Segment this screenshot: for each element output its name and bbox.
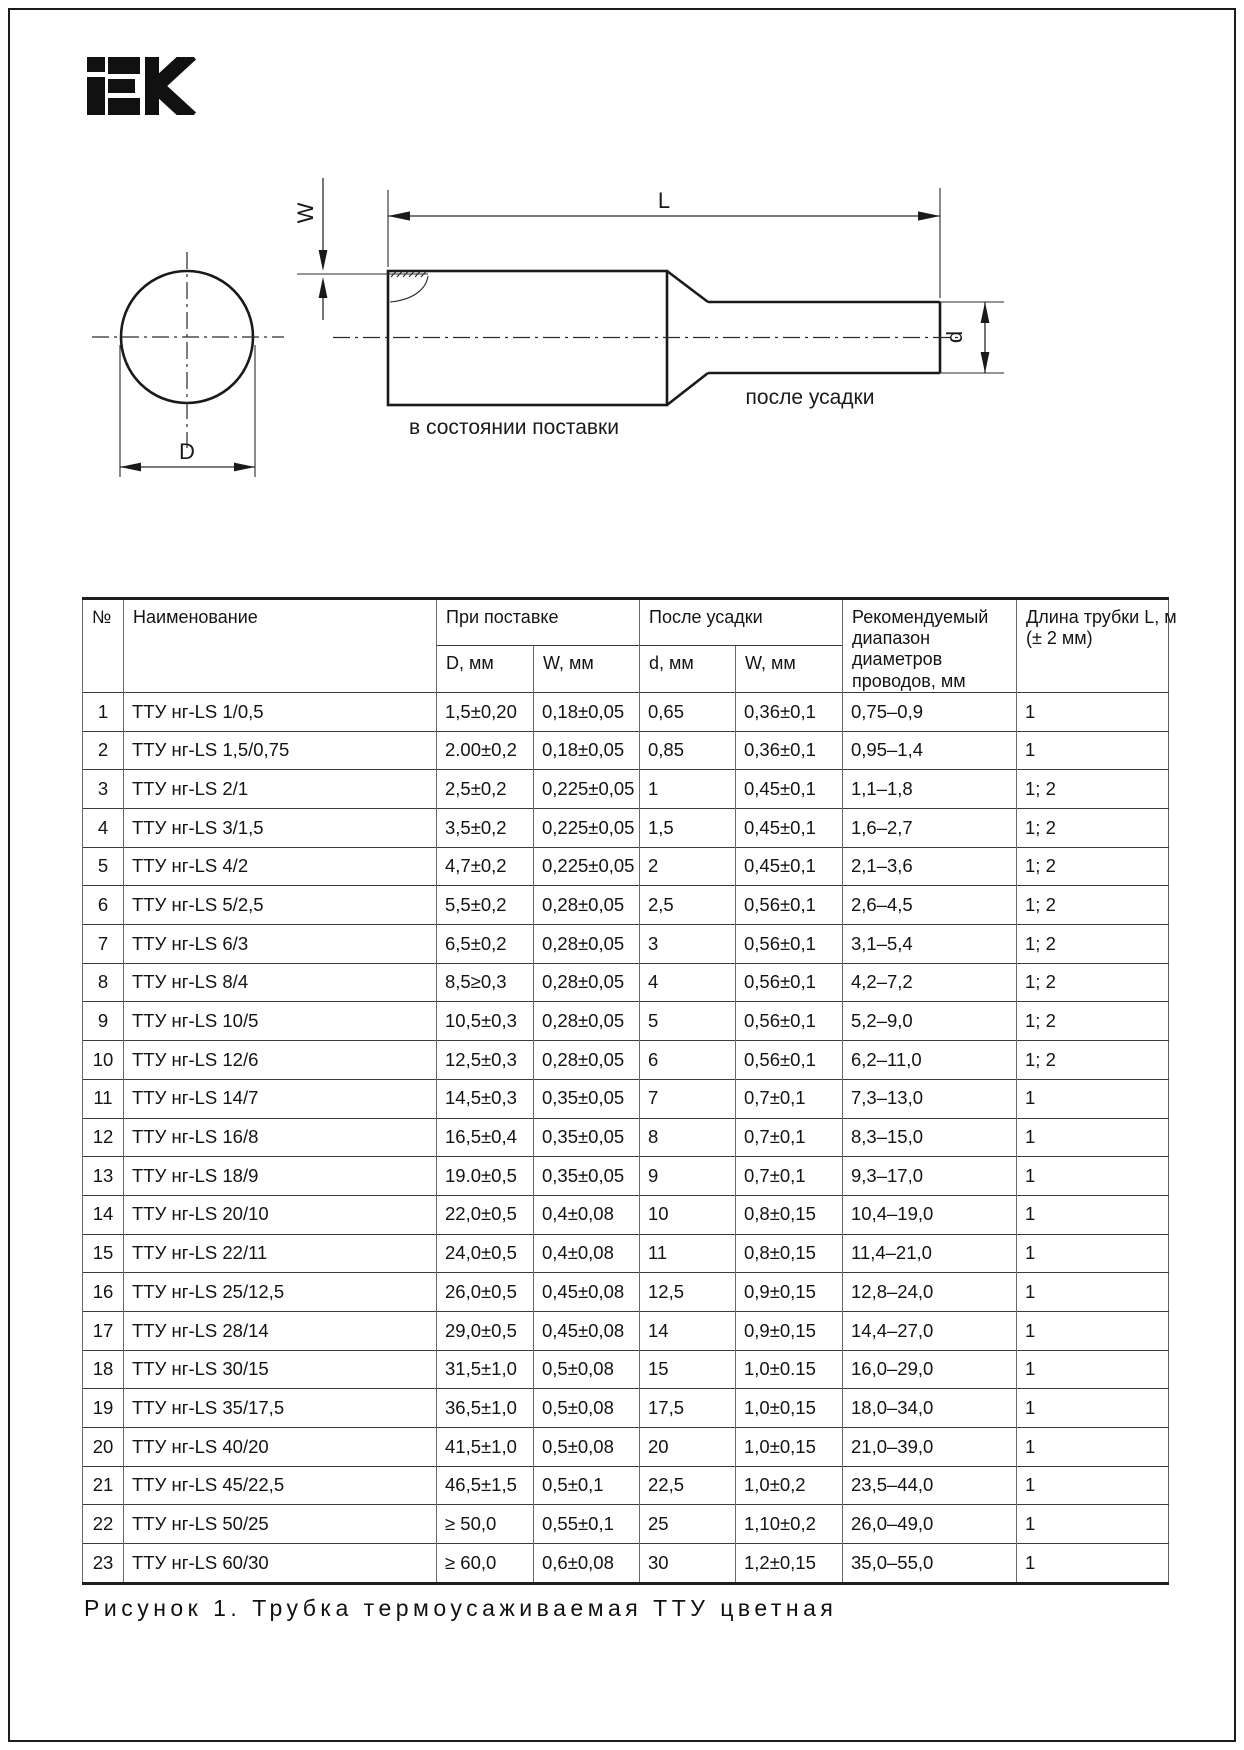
- cell-supplied-w: 0,18±0,05: [534, 692, 640, 731]
- cell-supplied-w: 0,28±0,05: [534, 1041, 640, 1080]
- dim-L: [388, 188, 940, 298]
- spec-table-header: [83, 599, 1177, 693]
- cell-name: ТТУ нг-LS 10/5: [124, 1002, 437, 1041]
- cell-length: 1: [1017, 1428, 1169, 1467]
- cell-wire-range: 2,6–4,5: [843, 886, 1017, 925]
- cell-name: ТТУ нг-LS 22/11: [124, 1234, 437, 1273]
- cell-shrunk-d: 0,65: [640, 692, 736, 731]
- cell-wire-range: 10,4–19,0: [843, 1195, 1017, 1234]
- logo-k: [152, 57, 191, 115]
- cell-shrunk-d: 0,85: [640, 731, 736, 770]
- cell-wire-range: 18,0–34,0: [843, 1389, 1017, 1428]
- cell-supplied-w: 0,6±0,08: [534, 1544, 640, 1584]
- table-row: [83, 731, 1169, 770]
- col-header-W-supplied: W, мм: [534, 645, 640, 692]
- cell-supplied-d: 14,5±0,3: [437, 1079, 534, 1118]
- cell-shrunk-w: 0,56±0,1: [736, 1041, 843, 1080]
- table-row: [83, 1079, 1169, 1118]
- cell-num: 23: [83, 1544, 124, 1584]
- logo-i-stem: [87, 77, 105, 115]
- spec-table-body: [83, 692, 1169, 1583]
- cell-supplied-w: 0,4±0,08: [534, 1234, 640, 1273]
- cell-shrunk-d: 8: [640, 1118, 736, 1157]
- cell-num: 18: [83, 1350, 124, 1389]
- cell-shrunk-w: 0,8±0,15: [736, 1195, 843, 1234]
- col-header-supplied: При поставке: [437, 599, 640, 646]
- col-header-length: [1017, 599, 1177, 693]
- cell-wire-range: 4,2–7,2: [843, 963, 1017, 1002]
- cell-length: 1: [1017, 1079, 1169, 1118]
- cell-name: ТТУ нг-LS 60/30: [124, 1544, 437, 1584]
- cell-supplied-d: 4,7±0,2: [437, 847, 534, 886]
- col-header-W-shrunk: W, мм: [736, 645, 843, 692]
- cell-supplied-d: 10,5±0,3: [437, 1002, 534, 1041]
- cell-wire-range: 0,75–0,9: [843, 692, 1017, 731]
- cell-length: 1: [1017, 1273, 1169, 1312]
- label-W: W: [293, 202, 318, 224]
- cell-length: 1: [1017, 1234, 1169, 1273]
- cell-shrunk-d: 1: [640, 770, 736, 809]
- cell-length: 1: [1017, 1350, 1169, 1389]
- cell-name: ТТУ нг-LS 14/7: [124, 1079, 437, 1118]
- cell-num: 22: [83, 1505, 124, 1544]
- cell-supplied-d: 26,0±0,5: [437, 1273, 534, 1312]
- table-row: [83, 770, 1169, 809]
- cell-length: 1; 2: [1017, 963, 1169, 1002]
- cell-num: 7: [83, 925, 124, 964]
- cell-length: 1; 2: [1017, 925, 1169, 964]
- cell-name: ТТУ нг-LS 30/15: [124, 1350, 437, 1389]
- cell-shrunk-d: 10: [640, 1195, 736, 1234]
- cell-num: 1: [83, 692, 124, 731]
- cell-supplied-w: 0,18±0,05: [534, 731, 640, 770]
- cell-name: ТТУ нг-LS 1/0,5: [124, 692, 437, 731]
- label-d: d: [942, 330, 967, 344]
- table-row: [83, 1544, 1169, 1584]
- table-row: [83, 1118, 1169, 1157]
- cell-name: ТТУ нг-LS 3/1,5: [124, 809, 437, 848]
- cell-supplied-d: ≥ 50,0: [437, 1505, 534, 1544]
- cell-shrunk-w: 0,9±0,15: [736, 1273, 843, 1312]
- logo-e-mid-bar: [108, 79, 135, 93]
- cell-name: ТТУ нг-LS 12/6: [124, 1041, 437, 1080]
- cell-shrunk-d: 20: [640, 1428, 736, 1467]
- cell-num: 3: [83, 770, 124, 809]
- table-row: [83, 809, 1169, 848]
- col-header-wire-range: Рекомендуемый диапазон диаметров проводов, мм: [843, 599, 1017, 693]
- cell-shrunk-d: 2: [640, 847, 736, 886]
- cell-wire-range: 23,5–44,0: [843, 1466, 1017, 1505]
- table-row: [83, 1195, 1169, 1234]
- table-row: [83, 1002, 1169, 1041]
- cell-num: 10: [83, 1041, 124, 1080]
- cell-supplied-d: 6,5±0,2: [437, 925, 534, 964]
- cell-shrunk-w: 1,0±0.15: [736, 1350, 843, 1389]
- cell-name: ТТУ нг-LS 8/4: [124, 963, 437, 1002]
- cell-name: ТТУ нг-LS 40/20: [124, 1428, 437, 1467]
- cell-shrunk-d: 17,5: [640, 1389, 736, 1428]
- table-row: [83, 1466, 1169, 1505]
- table-row: [83, 1311, 1169, 1350]
- cell-num: 11: [83, 1079, 124, 1118]
- col-header-shrunk: После усадки: [640, 599, 843, 646]
- cell-name: ТТУ нг-LS 45/22,5: [124, 1466, 437, 1505]
- cell-shrunk-d: 22,5: [640, 1466, 736, 1505]
- cell-length: 1: [1017, 1544, 1169, 1584]
- cell-length: 1: [1017, 692, 1169, 731]
- table-row: [83, 1041, 1169, 1080]
- cell-length: 1; 2: [1017, 847, 1169, 886]
- cell-shrunk-d: 6: [640, 1041, 736, 1080]
- cell-wire-range: 14,4–27,0: [843, 1311, 1017, 1350]
- cell-num: 2: [83, 731, 124, 770]
- cell-supplied-w: 0,35±0,05: [534, 1157, 640, 1196]
- cell-wire-range: 21,0–39,0: [843, 1428, 1017, 1467]
- cell-shrunk-d: 12,5: [640, 1273, 736, 1312]
- cell-supplied-d: 19.0±0,5: [437, 1157, 534, 1196]
- table-row: [83, 886, 1169, 925]
- cell-length: 1: [1017, 1118, 1169, 1157]
- cell-supplied-d: 36,5±1,0: [437, 1389, 534, 1428]
- cell-wire-range: 11,4–21,0: [843, 1234, 1017, 1273]
- cell-length: 1; 2: [1017, 1041, 1169, 1080]
- cell-num: 19: [83, 1389, 124, 1428]
- cell-name: ТТУ нг-LS 2/1: [124, 770, 437, 809]
- col-header-length-line1: Длина трубки L, м: [1026, 607, 1177, 627]
- cell-wire-range: 16,0–29,0: [843, 1350, 1017, 1389]
- cell-supplied-d: 46,5±1,5: [437, 1466, 534, 1505]
- cell-supplied-d: 8,5≥0,3: [437, 963, 534, 1002]
- cell-supplied-w: 0,5±0,08: [534, 1350, 640, 1389]
- cell-supplied-w: 0,28±0,05: [534, 925, 640, 964]
- cell-num: 8: [83, 963, 124, 1002]
- cell-length: 1; 2: [1017, 886, 1169, 925]
- wall-cutaway-hatch: [297, 272, 428, 303]
- label-state-supplied: в состоянии поставки: [409, 416, 619, 439]
- cell-wire-range: 6,2–11,0: [843, 1041, 1017, 1080]
- table-row: [83, 1428, 1169, 1467]
- cell-shrunk-w: 0,7±0,1: [736, 1079, 843, 1118]
- logo-e-top-bar: [108, 57, 140, 74]
- table-row: [83, 1505, 1169, 1544]
- cell-num: 4: [83, 809, 124, 848]
- cell-name: ТТУ нг-LS 18/9: [124, 1157, 437, 1196]
- cell-wire-range: 5,2–9,0: [843, 1002, 1017, 1041]
- figure-caption: Рисунок 1. Трубка термоусаживаемая ТТУ цветная: [84, 1595, 838, 1621]
- col-header-num: №: [83, 599, 124, 693]
- cell-supplied-d: 24,0±0,5: [437, 1234, 534, 1273]
- cell-supplied-w: 0,55±0,1: [534, 1505, 640, 1544]
- cell-shrunk-w: 0,8±0,15: [736, 1234, 843, 1273]
- cell-supplied-d: 31,5±1,0: [437, 1350, 534, 1389]
- cell-num: 21: [83, 1466, 124, 1505]
- cell-num: 20: [83, 1428, 124, 1467]
- cell-shrunk-w: 0,36±0,1: [736, 692, 843, 731]
- cell-length: 1; 2: [1017, 770, 1169, 809]
- cell-shrunk-w: 1,2±0,15: [736, 1544, 843, 1584]
- cell-length: 1: [1017, 1311, 1169, 1350]
- cell-shrunk-d: 9: [640, 1157, 736, 1196]
- cell-wire-range: 35,0–55,0: [843, 1544, 1017, 1584]
- table-row: [83, 1157, 1169, 1196]
- cell-name: ТТУ нг-LS 50/25: [124, 1505, 437, 1544]
- cell-supplied-d: 41,5±1,0: [437, 1428, 534, 1467]
- cell-length: 1: [1017, 1466, 1169, 1505]
- cell-shrunk-w: 0,56±0,1: [736, 886, 843, 925]
- col-header-d-shrunk: d, мм: [640, 645, 736, 692]
- cell-supplied-d: 16,5±0,4: [437, 1118, 534, 1157]
- cell-length: 1: [1017, 1505, 1169, 1544]
- cell-num: 14: [83, 1195, 124, 1234]
- cell-length: 1: [1017, 1195, 1169, 1234]
- cell-shrunk-w: 0,9±0,15: [736, 1311, 843, 1350]
- cell-supplied-w: 0,225±0,05: [534, 847, 640, 886]
- cell-shrunk-d: 30: [640, 1544, 736, 1584]
- cell-name: ТТУ нг-LS 16/8: [124, 1118, 437, 1157]
- cell-shrunk-w: 1,0±0,15: [736, 1428, 843, 1467]
- cell-supplied-w: 0,28±0,05: [534, 963, 640, 1002]
- cell-shrunk-d: 15: [640, 1350, 736, 1389]
- cell-wire-range: 1,1–1,8: [843, 770, 1017, 809]
- cell-length: 1: [1017, 1389, 1169, 1428]
- cell-shrunk-w: 0,56±0,1: [736, 1002, 843, 1041]
- cell-supplied-d: 2,5±0,2: [437, 770, 534, 809]
- table-row: [83, 692, 1169, 731]
- cell-supplied-d: 5,5±0,2: [437, 886, 534, 925]
- cell-shrunk-w: 0,56±0,1: [736, 963, 843, 1002]
- logo-e-bottom-bar: [108, 98, 140, 115]
- cell-name: ТТУ нг-LS 35/17,5: [124, 1389, 437, 1428]
- cell-shrunk-d: 5: [640, 1002, 736, 1041]
- cell-shrunk-w: 0,36±0,1: [736, 731, 843, 770]
- table-row: [83, 1273, 1169, 1312]
- col-header-D-supplied: D, мм: [437, 645, 534, 692]
- spec-table: [82, 597, 1177, 1585]
- cell-shrunk-d: 7: [640, 1079, 736, 1118]
- cell-num: 9: [83, 1002, 124, 1041]
- cell-length: 1: [1017, 731, 1169, 770]
- cell-supplied-d: 1,5±0,20: [437, 692, 534, 731]
- cell-supplied-w: 0,28±0,05: [534, 886, 640, 925]
- cell-num: 16: [83, 1273, 124, 1312]
- cell-shrunk-d: 4: [640, 963, 736, 1002]
- table-row: [83, 1389, 1169, 1428]
- cell-supplied-w: 0,45±0,08: [534, 1273, 640, 1312]
- cell-shrunk-w: 1,10±0,2: [736, 1505, 843, 1544]
- cell-shrunk-w: 0,45±0,1: [736, 809, 843, 848]
- cell-shrunk-w: 1,0±0,15: [736, 1389, 843, 1428]
- cell-name: ТТУ нг-LS 5/2,5: [124, 886, 437, 925]
- cell-length: 1; 2: [1017, 1002, 1169, 1041]
- cell-num: 12: [83, 1118, 124, 1157]
- label-state-shrunk: после усадки: [745, 386, 875, 409]
- cell-wire-range: 26,0–49,0: [843, 1505, 1017, 1544]
- cell-supplied-w: 0,5±0,08: [534, 1428, 640, 1467]
- cell-name: ТТУ нг-LS 28/14: [124, 1311, 437, 1350]
- cell-shrunk-d: 11: [640, 1234, 736, 1273]
- cell-supplied-d: 3,5±0,2: [437, 809, 534, 848]
- cell-shrunk-w: 0,45±0,1: [736, 770, 843, 809]
- cell-shrunk-w: 0,7±0,1: [736, 1118, 843, 1157]
- cell-wire-range: 2,1–3,6: [843, 847, 1017, 886]
- table-row: [83, 1234, 1169, 1273]
- dim-W: [293, 178, 327, 320]
- cell-supplied-w: 0,4±0,08: [534, 1195, 640, 1234]
- cell-wire-range: 12,8–24,0: [843, 1273, 1017, 1312]
- cell-supplied-w: 0,35±0,05: [534, 1118, 640, 1157]
- cell-length: 1; 2: [1017, 809, 1169, 848]
- cell-supplied-d: ≥ 60,0: [437, 1544, 534, 1584]
- dim-d: [940, 302, 1004, 373]
- cell-length: 1: [1017, 1157, 1169, 1196]
- logo-i-dot: [87, 57, 105, 72]
- cell-wire-range: 0,95–1,4: [843, 731, 1017, 770]
- cell-supplied-d: 12,5±0,3: [437, 1041, 534, 1080]
- cell-wire-range: 1,6–2,7: [843, 809, 1017, 848]
- cell-shrunk-d: 14: [640, 1311, 736, 1350]
- table-row: [83, 963, 1169, 1002]
- cell-supplied-d: 2.00±0,2: [437, 731, 534, 770]
- cell-supplied-w: 0,45±0,08: [534, 1311, 640, 1350]
- cell-wire-range: 3,1–5,4: [843, 925, 1017, 964]
- cell-shrunk-w: 0,45±0,1: [736, 847, 843, 886]
- cell-num: 5: [83, 847, 124, 886]
- cell-shrunk-d: 25: [640, 1505, 736, 1544]
- cell-num: 15: [83, 1234, 124, 1273]
- cell-wire-range: 9,3–17,0: [843, 1157, 1017, 1196]
- table-row: [83, 847, 1169, 886]
- cell-supplied-d: 29,0±0,5: [437, 1311, 534, 1350]
- cell-num: 17: [83, 1311, 124, 1350]
- cell-supplied-w: 0,35±0,05: [534, 1079, 640, 1118]
- label-D: D: [179, 439, 195, 464]
- cell-supplied-d: 22,0±0,5: [437, 1195, 534, 1234]
- label-L: L: [657, 188, 671, 213]
- cell-name: ТТУ нг-LS 6/3: [124, 925, 437, 964]
- col-header-length-line2: (± 2 мм): [1026, 628, 1093, 649]
- col-header-name: Наименование: [124, 599, 437, 693]
- cell-name: ТТУ нг-LS 20/10: [124, 1195, 437, 1234]
- cell-num: 13: [83, 1157, 124, 1196]
- cell-supplied-w: 0,225±0,05: [534, 809, 640, 848]
- cell-shrunk-d: 2,5: [640, 886, 736, 925]
- cell-supplied-w: 0,225±0,05: [534, 770, 640, 809]
- cell-supplied-w: 0,5±0,1: [534, 1466, 640, 1505]
- cell-shrunk-w: 1,0±0,2: [736, 1466, 843, 1505]
- technical-drawing: [55, 138, 1025, 483]
- cell-shrunk-w: 0,56±0,1: [736, 925, 843, 964]
- table-row: [83, 925, 1169, 964]
- cell-supplied-w: 0,28±0,05: [534, 1002, 640, 1041]
- cell-name: ТТУ нг-LS 25/12,5: [124, 1273, 437, 1312]
- cell-supplied-w: 0,5±0,08: [534, 1389, 640, 1428]
- cell-wire-range: 8,3–15,0: [843, 1118, 1017, 1157]
- cell-wire-range: 7,3–13,0: [843, 1079, 1017, 1118]
- cell-shrunk-d: 3: [640, 925, 736, 964]
- cell-shrunk-w: 0,7±0,1: [736, 1157, 843, 1196]
- iek-logo-icon: [87, 57, 197, 115]
- cell-name: ТТУ нг-LS 1,5/0,75: [124, 731, 437, 770]
- cell-name: ТТУ нг-LS 4/2: [124, 847, 437, 886]
- table-row: [83, 1350, 1169, 1389]
- cell-shrunk-d: 1,5: [640, 809, 736, 848]
- cell-num: 6: [83, 886, 124, 925]
